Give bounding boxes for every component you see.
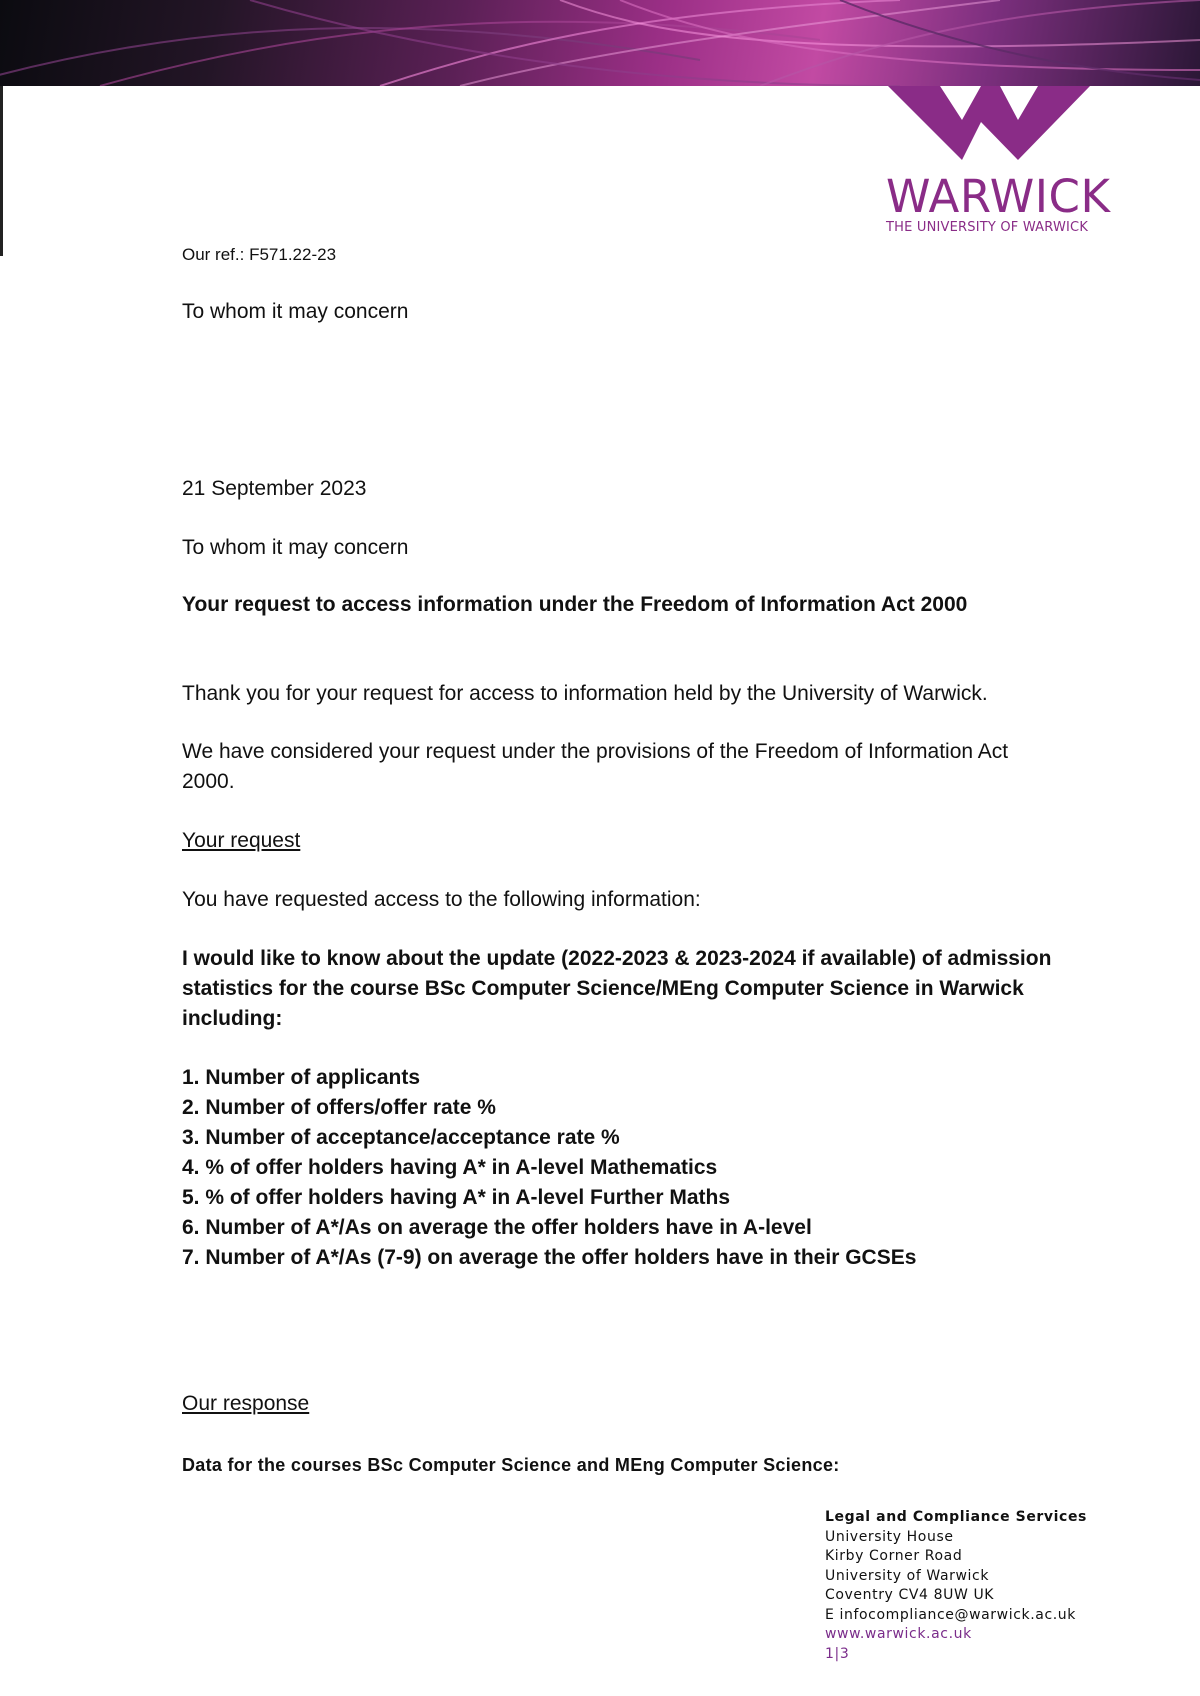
request-item: 1. Number of applicants xyxy=(182,1066,421,1089)
request-item: 3. Number of acceptance/acceptance rate % xyxy=(182,1126,620,1149)
request-item: 5. % of offer holders having A* in A-level Further Maths xyxy=(182,1186,731,1209)
response-heading: Our response xyxy=(182,1392,310,1415)
greeting: To whom it may concern xyxy=(182,536,409,559)
letter-date: 21 September 2023 xyxy=(182,477,367,500)
request-item: 2. Number of offers/offer rate % xyxy=(182,1096,496,1119)
greeting-top: To whom it may concern xyxy=(182,300,409,323)
request-text: I would like to know about the update (2022-2023 & 2023-2024 if available) of admission statistics for the course BSc Computer Science/MEng Computer Science in Warwick including: xyxy=(182,947,1052,1030)
footer-address-line: University of Warwick xyxy=(825,1567,990,1584)
footer-website-link[interactable]: www.warwick.ac.uk xyxy=(825,1626,972,1642)
footer-email[interactable]: E infocompliance@warwick.ac.uk xyxy=(825,1606,1076,1623)
logo-subtitle: THE UNIVERSITY OF WARWICK xyxy=(886,220,1089,235)
request-lead: You have requested access to the following information: xyxy=(182,888,701,911)
footer-address-line: Kirby Corner Road xyxy=(825,1548,963,1564)
banner-light-streaks xyxy=(0,0,1200,86)
request-items-list xyxy=(182,1063,916,1273)
header-banner xyxy=(0,0,1200,86)
our-ref: Our ref.: F571.22-23 xyxy=(182,245,337,264)
letter-subject: Your request to access information under the Freedom of Information Act 2000 xyxy=(182,593,968,616)
intro-paragraph-1: Thank you for your request for access to information held by the University of Warwick. xyxy=(182,682,988,705)
footer-department: Legal and Compliance Services xyxy=(825,1509,1087,1525)
request-heading: Your request xyxy=(182,829,301,852)
left-margin-rule xyxy=(0,86,3,256)
response-lead: Data for the courses BSc Computer Science and MEng Computer Science: xyxy=(182,1455,840,1475)
intro-paragraph-2: We have considered your request under the provisions of the Freedom of Information Act 2000. xyxy=(182,740,1009,793)
footer-address-line: Coventry CV4 8UW UK xyxy=(825,1587,995,1603)
request-item: 6. Number of A*/As on average the offer holders have in A-level xyxy=(182,1216,812,1239)
page-number: 1|3 xyxy=(825,1645,850,1662)
logo-wordmark: WARWICK xyxy=(886,170,1111,223)
footer-address-line: University House xyxy=(825,1528,954,1545)
request-item: 4. % of offer holders having A* in A-level Mathematics xyxy=(182,1156,718,1179)
request-item: 7. Number of A*/As (7-9) on average the offer holders have in their GCSEs xyxy=(182,1246,917,1269)
footer-address-block xyxy=(825,1508,1087,1664)
